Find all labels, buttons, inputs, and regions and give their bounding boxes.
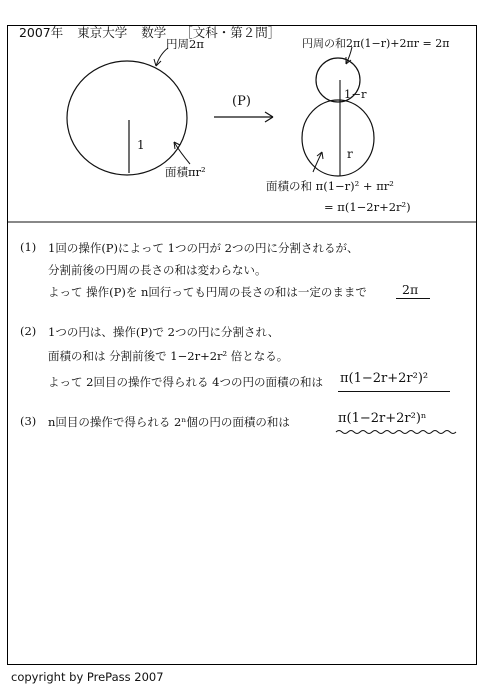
p1-line3: よって 操作(P)を n回行っても円周の長さの和は一定のままで — [48, 285, 367, 299]
p1-line1: 1回の操作(P)によって 1つの円が 2つの円に分割されるが、 — [48, 241, 359, 255]
p2-number: (2) — [20, 324, 37, 338]
label-circumference: 円周2π — [166, 37, 204, 51]
footer-copyright: copyright by PrePass 2007 — [11, 670, 164, 684]
p3-number: (3) — [20, 414, 37, 428]
header-school: 東京大学 — [77, 25, 128, 40]
label-radius-big: 1 — [137, 138, 145, 152]
header-section: ［文科・第２問］ — [180, 25, 281, 40]
header-subject: 数学 — [141, 25, 167, 40]
p2-line1: 1つの円は、操作(P)で 2つの円に分割され、 — [48, 325, 280, 339]
p2-line3: よって 2回目の操作で得られる 4つの円の面積の和は — [48, 375, 323, 389]
label-sum-circumference: 円周の和2π(1−r)+2πr = 2π — [302, 37, 450, 50]
p2-line2: 面積の和は 分割前後で 1−2r+2r² 倍となる。 — [48, 349, 289, 363]
label-sum-area-eq: = π(1−2r+2r²) — [324, 200, 411, 214]
p3-line1: n回目の操作で得られる 2ⁿ個の円の面積の和は — [48, 415, 290, 429]
label-operation: (P) — [232, 94, 251, 109]
p3-answer: π(1−2r+2r²)ⁿ — [338, 411, 427, 426]
header-year: 2007年 — [18, 25, 64, 40]
p2-answer: π(1−2r+2r²)² — [340, 371, 429, 386]
label-r: r — [347, 147, 353, 161]
p1-line2: 分割前後の円周の長さの和は変わらない。 — [48, 263, 267, 277]
p1-answer: 2π — [402, 282, 419, 297]
label-sum-area: 面積の和 π(1−r)² + πr² — [266, 179, 394, 193]
label-area: 面積πr² — [165, 165, 206, 179]
p1-number: (1) — [20, 240, 37, 254]
label-small-radius: 1−r — [344, 87, 367, 101]
